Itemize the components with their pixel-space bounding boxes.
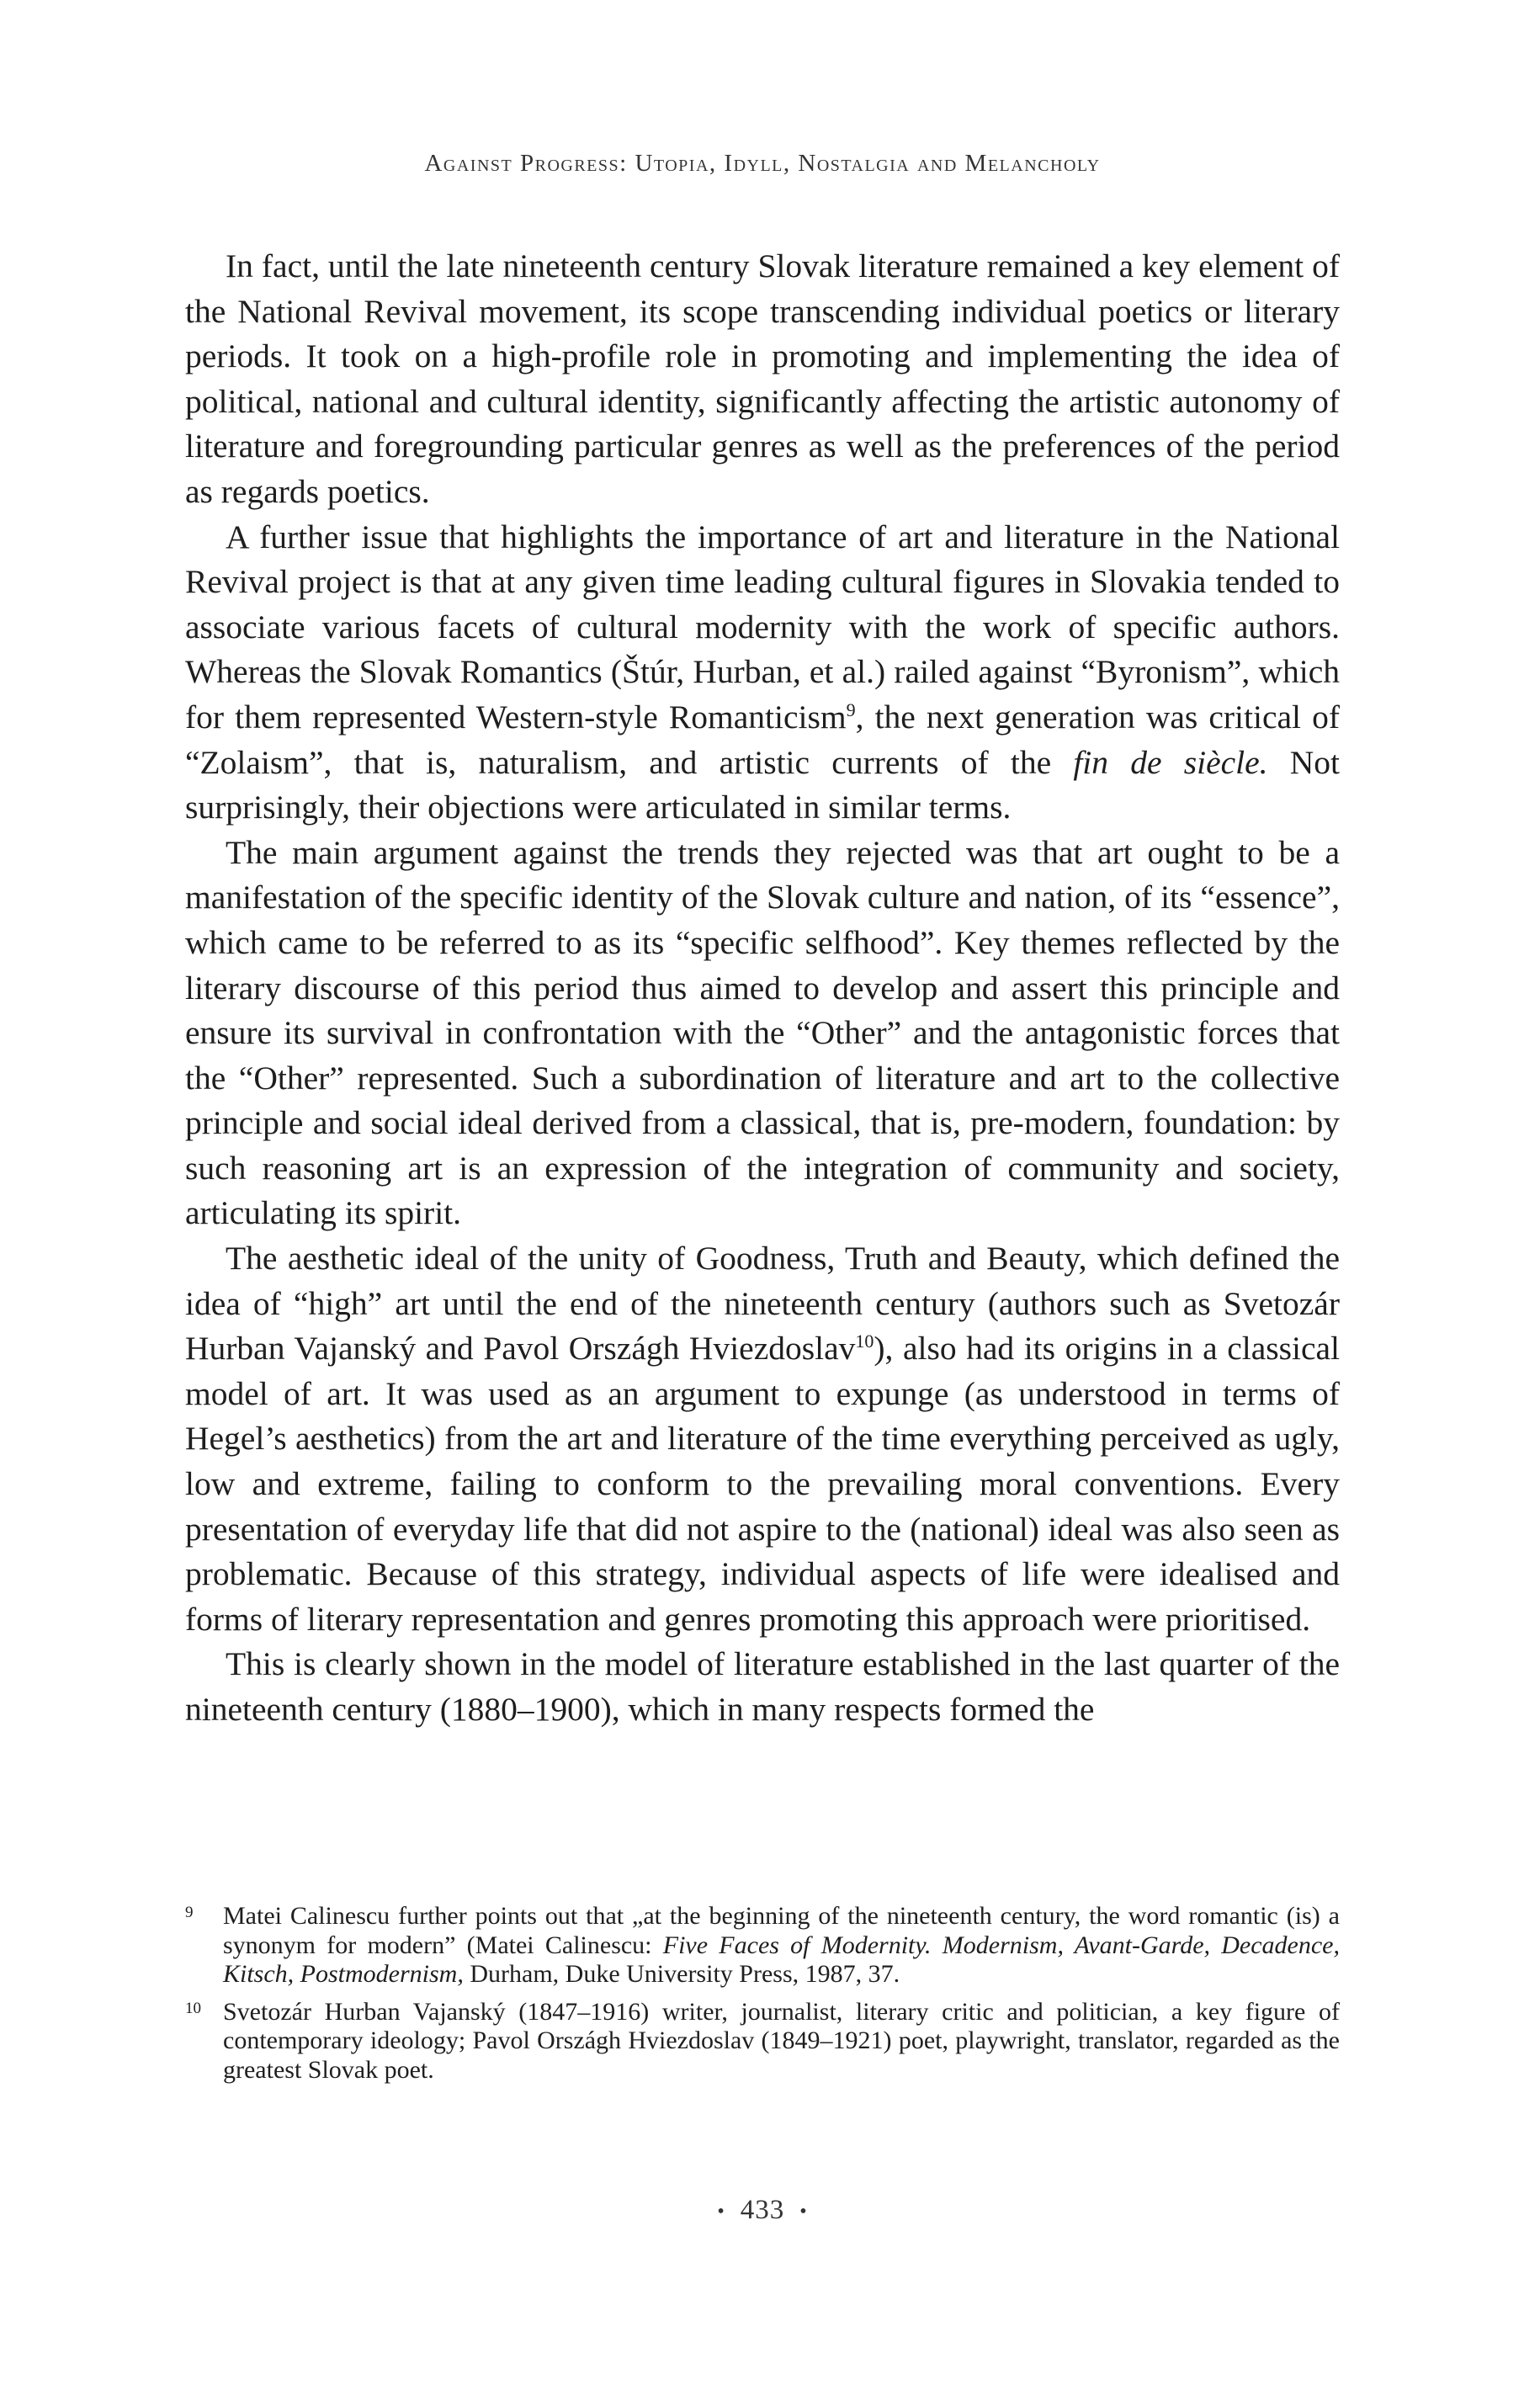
paragraph-2-text-c: Not surprisingly, their objections were articulated in similar terms. [185, 743, 1340, 826]
paragraph-2 [185, 515, 1340, 831]
paragraph-2-text-a: A further issue that highlights the importance of art and literature in the National Revival project is that at any given time leading cultural figures in Slovakia tended to associate various facets of cultural modernity with the work of specific authors. Whereas the Slovak Romantics (Štúr, Hurban, et al.) railed against “Byronism”, which for them represented Western-style Romanticism [185, 518, 1340, 736]
footnote-9-text-b: Durham, Duke University Press, 1987, 37. [463, 1960, 900, 1988]
running-head: Against Progress: Utopia, Idyll, Nostalgia and Melancholy [424, 150, 1101, 177]
main-text [185, 244, 1340, 1733]
paragraph-2-italic: fin de siècle. [1073, 743, 1268, 781]
paragraph-4-text-a: The aesthetic ideal of the unity of Goodness, Truth and Beauty, which defined the idea of “high” art until the end of the nineteenth century (authors such as Svetozár Hurban Vajanský and Pavol Országh Hviezdoslav [185, 1240, 1340, 1368]
paragraph-4-text-b: ), also had its origins in a classical model of art. It was used as an argument to expunge (as understood in terms of Hegel’s aesthetics) from the art and literature of the time everything perceived as ugly, low and extreme, failing to conform to the prevailing moral conventions. Every presentation of everyday life that did not aspire to the (national) ideal was also seen as problematic. Because of this strategy, individual aspects of life were idealised and forms of literary representation and genres promoting this approach were prioritised. [185, 1330, 1340, 1638]
paragraph-4 [185, 1236, 1340, 1642]
footnotes [185, 1902, 1340, 2093]
footnote-ref-9[interactable]: 9 [846, 699, 856, 720]
footnote-10-number: 10 [185, 1999, 201, 2017]
footnote-9-text-a: Matei Calinescu further points out that „at the beginning of the nineteenth century, the word romantic (is) a synonym for modern” (Matei Calinescu: [223, 1902, 1340, 1959]
footnote-9-number: 9 [185, 1904, 194, 1921]
footnote-10 [185, 1998, 1340, 2085]
footnote-9-italic: Five Faces of Modernity. Modernism, Avant-Garde, Decadence, Kitsch, Postmodernism, [223, 1931, 1340, 1988]
footnote-9 [185, 1902, 1340, 1989]
page-number-footer [185, 2195, 1340, 2226]
paragraph-3: The main argument against the trends they rejected was that art ought to be a manifestation of the specific identity of the Slovak culture and nation, of its “essence”, which came to be referred to as its “specific selfhood”. Key themes reflected by the literary discourse of this period thus aimed to develop and assert this principle and ensure its survival in confrontation with the “Other” and the antagonistic forces that the “Other” represented. Such a subordination of literature and art to the collective principle and social ideal derived from a classical, that is, pre-modern, foundation: by such reasoning art is an expression of the integration of community and society, articulating its spirit. [185, 833, 1340, 1232]
footnote-10-text: Svetozár Hurban Vajanský (1847–1916) writer, journalist, literary critic and politician, a key figure of contemporary ideology; Pavol Országh Hviezdoslav (1849–1921) poet, playwright, translator, regarded as the greatest Slovak poet. [223, 1997, 1340, 2084]
paragraph-5: This is clearly shown in the model of literature established in the last quarter of the nineteenth century (1880–1900), which in many respects formed the [185, 1645, 1340, 1728]
paragraph-1: In fact, until the late nineteenth century Slovak literature remained a key element of the National Revival movement, its scope transcending individual poetics or literary periods. It took on a high-profile role in promoting and implementing the idea of political, national and cultural identity, significantly affecting the artistic autonomy of literature and foregrounding particular genres as well as the preferences of the period as regards poetics. [185, 247, 1340, 510]
footnote-ref-10[interactable]: 10 [855, 1331, 874, 1352]
paragraph-2-text-b: , the next generation was critical of “Zolaism”, that is, naturalism, and artistic currents of the [185, 698, 1340, 781]
bullet-left-icon: • [717, 2200, 725, 2223]
page-number: 433 [740, 2195, 785, 2225]
bullet-right-icon: • [799, 2200, 808, 2223]
